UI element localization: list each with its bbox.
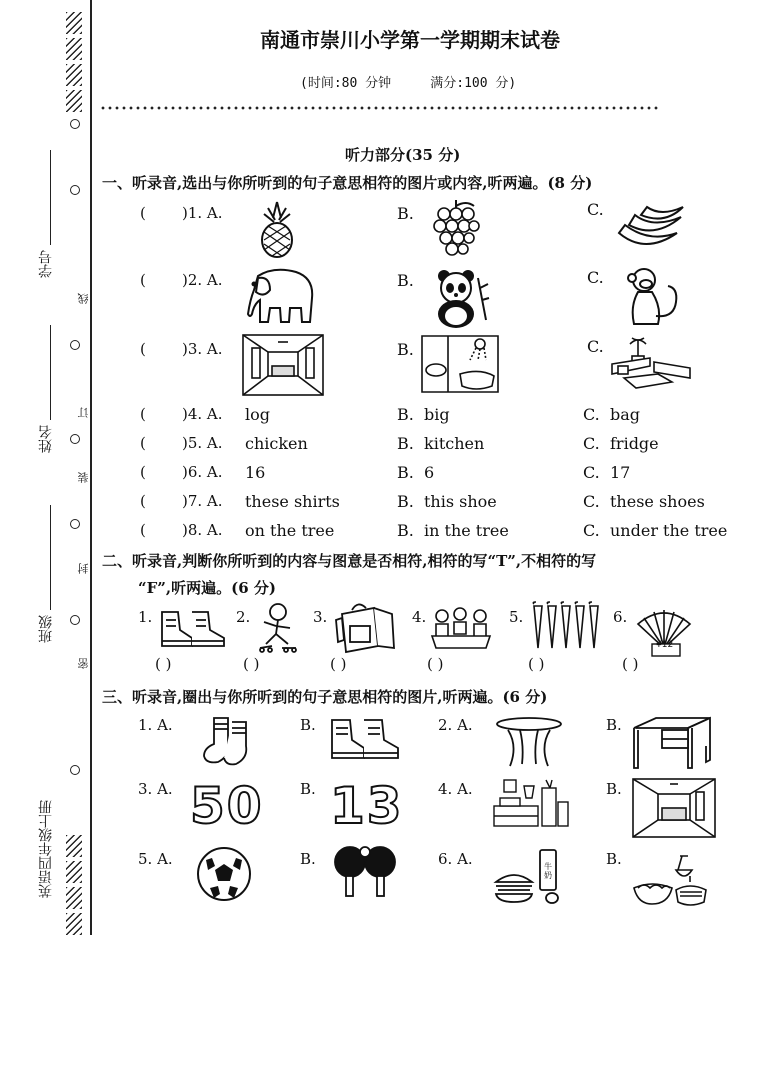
answer-paren: ( — [140, 271, 146, 289]
option-c-label: C. — [587, 337, 604, 356]
question-number: )4. A. — [182, 405, 223, 423]
option-b-text: 6 — [424, 463, 435, 482]
bedroom-icon — [632, 778, 716, 838]
binding-hole — [70, 119, 80, 129]
option-label: B. — [606, 780, 622, 798]
binding-hole — [70, 434, 80, 444]
option-label: 4. A. — [438, 780, 473, 798]
exam-info: (时间:80 分钟 满分:100 分) — [300, 76, 517, 91]
option-b-label: B. — [397, 434, 414, 453]
option-a-text: log — [245, 405, 270, 424]
number-13-icon: 13 — [330, 777, 404, 835]
name-line — [50, 325, 51, 420]
option-a-text: chicken — [245, 434, 308, 453]
option-c-text: bag — [610, 405, 641, 424]
option-b-label: B. — [397, 521, 414, 540]
option-label: B. — [606, 716, 622, 734]
cut-word: 装 — [77, 472, 90, 483]
answer-blank[interactable]: ( ) — [427, 655, 444, 673]
option-label: B. — [300, 716, 316, 734]
binding-hole — [70, 185, 80, 195]
option-b-label: B. — [397, 271, 414, 290]
option-c-text: fridge — [610, 434, 659, 453]
option-c-label: C. — [583, 405, 600, 424]
answer-blank[interactable]: ( ) — [330, 655, 347, 673]
option-c-label: C. — [583, 463, 600, 482]
name-label: 姓名 — [38, 425, 54, 453]
elephant-icon — [244, 264, 318, 326]
option-label: B. — [300, 850, 316, 868]
option-b-label: B. — [397, 405, 414, 424]
living-room-icon — [610, 334, 692, 390]
cut-word: 封 — [77, 563, 90, 574]
schoolbag-icon — [334, 600, 398, 654]
number-50-icon: 50 — [190, 777, 264, 835]
option-b-label: B. — [397, 204, 414, 223]
page-title: 南通市崇川小学第一学期期末试卷 — [260, 28, 560, 52]
bedroom-icon — [242, 334, 324, 396]
option-label: B. — [606, 850, 622, 868]
milk-label: 牛奶 — [544, 862, 552, 880]
binding-hole — [70, 615, 80, 625]
student-id-line — [50, 150, 51, 245]
question-number: )5. A. — [182, 434, 223, 452]
option-label: B. — [300, 780, 316, 798]
option-label: 5. A. — [138, 850, 173, 868]
football-icon — [196, 846, 252, 902]
option-label: 2. A. — [438, 716, 473, 734]
answer-blank[interactable]: ( ) — [155, 655, 172, 673]
answer-paren: ( — [140, 204, 146, 222]
burger-milk-icon — [492, 846, 568, 908]
class-label: 班级 — [38, 615, 54, 643]
answer-paren: ( — [140, 521, 146, 539]
option-label: 3. A. — [138, 780, 173, 798]
option-a-text: 16 — [245, 463, 266, 482]
answer-paren: ( — [140, 434, 146, 452]
option-c-label: C. — [587, 268, 604, 287]
cut-word: 线 — [77, 293, 90, 304]
option-c-text: under the tree — [610, 521, 728, 540]
skating-boy-icon — [254, 602, 304, 654]
panda-icon — [432, 268, 490, 330]
ping-pong-icon — [330, 844, 400, 906]
option-b-text: kitchen — [424, 434, 485, 453]
option-c-label: C. — [587, 200, 604, 219]
hatch-mark — [66, 64, 82, 86]
hatch-mark — [66, 861, 82, 883]
answer-blank[interactable]: ( ) — [528, 655, 545, 673]
bananas-icon — [615, 203, 687, 253]
answer-blank[interactable]: ( ) — [622, 655, 639, 673]
section3-heading: 三、听录音,圈出与你所听到的句子意思相符的图片,听两遍。(6 分) — [102, 688, 548, 706]
answer-paren: ( — [140, 405, 146, 423]
hatch-mark — [66, 887, 82, 909]
option-c-label: C. — [583, 492, 600, 511]
option-a-text: on the tree — [245, 521, 335, 540]
binding-hole — [70, 519, 80, 529]
cut-word: 密 — [77, 658, 90, 669]
option-c-label: C. — [583, 434, 600, 453]
option-b-text: big — [424, 405, 450, 424]
question-number: )1. A. — [182, 204, 223, 222]
item-number: 1. — [138, 608, 153, 626]
fan-icon — [634, 604, 694, 660]
monkey-icon — [624, 266, 686, 328]
answer-blank[interactable]: ( ) — [243, 655, 260, 673]
book-label: 英语四年级上册 — [38, 800, 54, 898]
option-label: 6. A. — [438, 850, 473, 868]
option-b-label: B. — [397, 340, 414, 359]
pineapple-icon — [256, 200, 298, 258]
option-c-label: C. — [583, 521, 600, 540]
question-number: )6. A. — [182, 463, 223, 481]
umbrellas-icon — [530, 600, 606, 652]
hatch-mark — [66, 90, 82, 112]
socks-icon — [200, 716, 256, 766]
cut-word: 订 — [77, 407, 90, 418]
answer-paren: ( — [140, 492, 146, 510]
answer-paren: ( — [140, 463, 146, 481]
item-number: 6. — [613, 608, 628, 626]
student-id-label: 学号 — [38, 250, 54, 278]
binding-hole — [70, 340, 80, 350]
kitchen-icon — [490, 776, 572, 832]
sneakers-icon — [158, 608, 226, 650]
binding-hole — [70, 765, 80, 775]
answer-paren: ( — [140, 340, 146, 358]
option-c-text: these shoes — [610, 492, 705, 511]
item-number: 4. — [412, 608, 427, 626]
grapes-icon — [432, 198, 480, 260]
family-table-icon — [430, 604, 492, 652]
option-c-text: 17 — [610, 463, 631, 482]
desk-icon — [632, 716, 712, 770]
question-number: )2. A. — [182, 271, 223, 289]
section2-heading-cont: “F”,听两遍。(6 分) — [138, 579, 276, 597]
sneakers-icon — [328, 716, 400, 764]
item-number: 5. — [509, 608, 524, 626]
option-a-text: these shirts — [245, 492, 340, 511]
item-number: 3. — [313, 608, 328, 626]
question-number: )8. A. — [182, 521, 223, 539]
class-line — [50, 505, 51, 610]
round-table-icon — [494, 716, 564, 768]
noodles-drink-icon — [632, 852, 712, 912]
question-number: )3. A. — [182, 340, 223, 358]
option-b-label: B. — [397, 463, 414, 482]
hatch-mark — [66, 835, 82, 857]
option-label: 1. A. — [138, 716, 173, 734]
binding-margin-line — [90, 0, 92, 935]
section2-heading: 二、听录音,判断你所听到的内容与图意是否相符,相符的写“T”,不相符的写 — [102, 552, 597, 570]
section1-heading: 一、听录音,选出与你所听到的句子意思相符的图片或内容,听两遍。(8 分) — [102, 174, 593, 192]
price-tag: ¥12 — [656, 640, 674, 650]
item-number: 2. — [236, 608, 251, 626]
option-b-text: this shoe — [424, 492, 497, 511]
option-b-label: B. — [397, 492, 414, 511]
part-title: 听力部分(35 分) — [345, 146, 461, 164]
bathroom-icon — [420, 334, 500, 396]
question-number: )7. A. — [182, 492, 223, 510]
option-b-text: in the tree — [424, 521, 509, 540]
divider — [100, 105, 660, 111]
hatch-mark — [66, 913, 82, 935]
